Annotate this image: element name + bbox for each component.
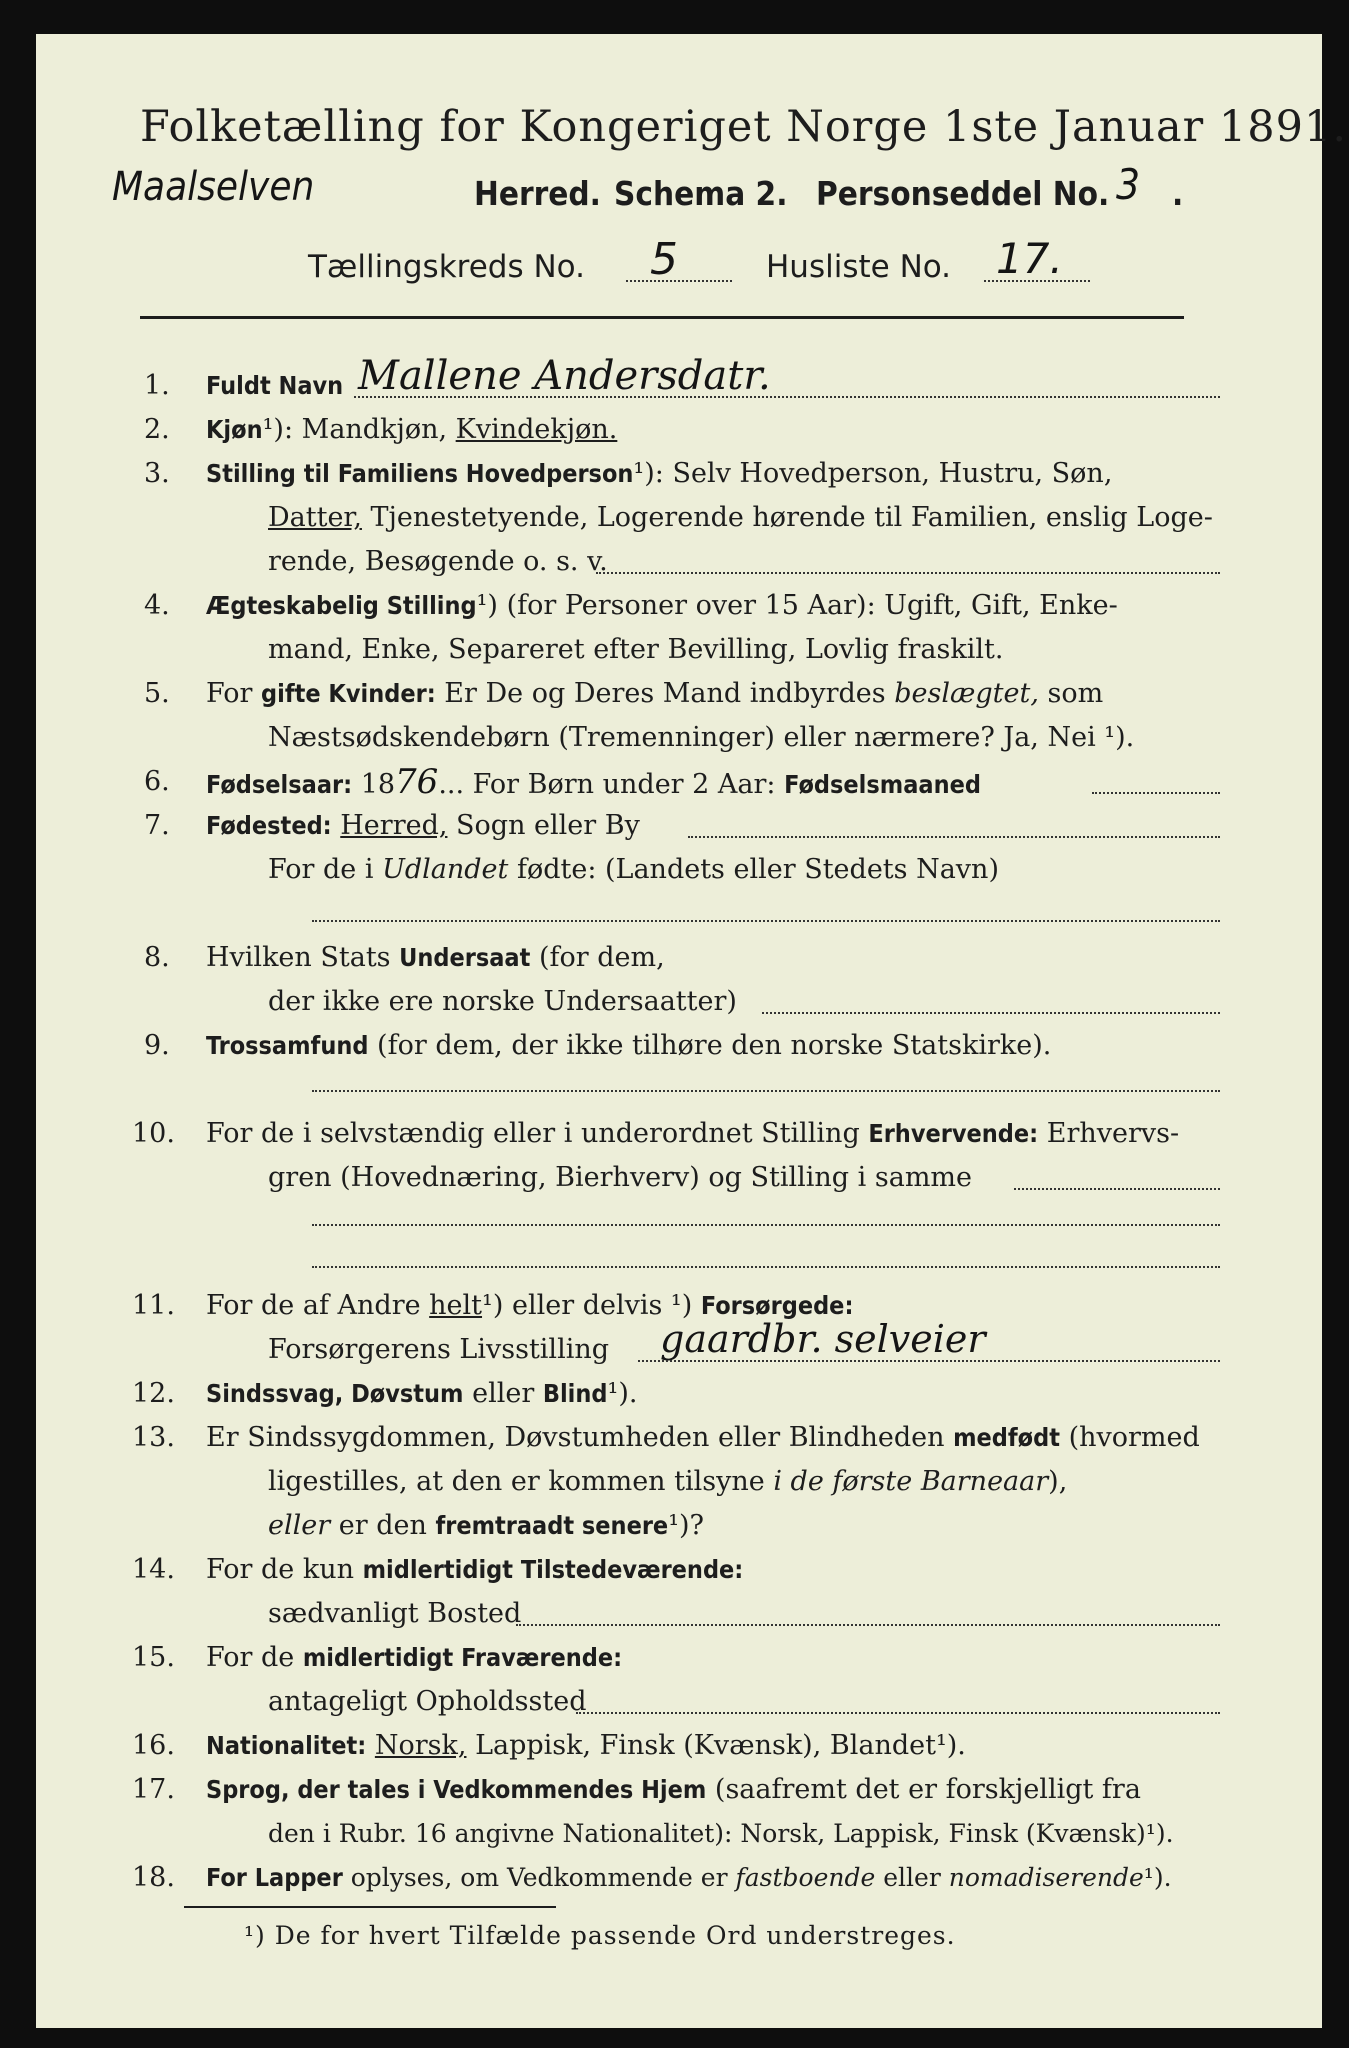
item-10-text: For de i selvstændig eller i underordnet Stilling [206, 1118, 860, 1149]
item-13-line3: er den [338, 1510, 427, 1541]
item-10-dots2 [312, 1224, 1220, 1226]
item-4-options-cont: mand, Enke, Separeret efter Bevilling, Lovlig fraskilt. [268, 634, 1004, 665]
item-10-number: 10. [132, 1118, 175, 1149]
item-9-text: (for dem, der ikke tilhøre den norske Statskirke). [377, 1030, 1052, 1061]
item-18-label: For Lapper [206, 1863, 343, 1892]
item-14-label: midlertidigt Tilstedeværende: [362, 1555, 744, 1584]
item-15-text: For de [206, 1642, 295, 1673]
item-14-line2: sædvanligt Bosted [268, 1598, 522, 1629]
item-5-label: gifte Kvinder: [261, 679, 436, 708]
item-11-dots [638, 1360, 1220, 1362]
item-11-text: For de af Andre [206, 1290, 421, 1321]
footnote-ref: ¹): [262, 414, 294, 445]
item-1-number: 1. [144, 370, 170, 401]
item-7-line2-end: fødte: (Landets eller Stedets Navn) [516, 854, 999, 885]
item-7-number: 7. [144, 810, 170, 841]
item-18-text: oplyses, om Vedkommende er [350, 1863, 728, 1892]
item-18-number: 18. [132, 1862, 175, 1893]
item-11-label: Forsørgede: [700, 1291, 854, 1320]
item-7-options: Sogn eller By [456, 810, 640, 841]
item-13-number: 13. [132, 1422, 175, 1453]
item-5-question: Er De og Deres Mand indbyrdes [444, 678, 886, 709]
item-13-label2: fremtraadt senere [435, 1511, 669, 1540]
item-7-italic: Udlandet [382, 854, 509, 885]
item-10-text-end: Erhvervs- [1046, 1118, 1180, 1149]
item-13-line2-end: ), [1048, 1466, 1068, 1497]
item-11-text-mid: ¹) eller delvis ¹) [482, 1290, 693, 1321]
item-13-italic: i de første Barneaar [773, 1466, 1049, 1497]
item-5-prefix: For [206, 678, 253, 709]
item-17-line2: den i Rubr. 16 angivne Nationalitet): Norsk, Lappisk, Finsk (Kvænsk)¹). [268, 1819, 1174, 1848]
item-5-question-end: som [1047, 678, 1104, 709]
option-fastboende: fastboende [735, 1863, 876, 1892]
item-10-dots3 [312, 1266, 1220, 1268]
birth-year-prefix: 18 [360, 769, 396, 800]
item-3-label: Stilling til Familiens Hovedperson [206, 459, 634, 488]
name-dots [354, 396, 1220, 398]
item-17-label: Sprog, der tales i Vedkommendes Hjem [206, 1775, 707, 1804]
kreds-dots [626, 280, 732, 282]
item-5-italic: beslægtet, [894, 678, 1039, 709]
personseddel-number: 3 [1116, 160, 1141, 209]
item-8-text-end: (for dem, [538, 942, 665, 973]
item-9-label: Trossamfund [206, 1031, 369, 1060]
footnote-ref: ¹). [607, 1378, 638, 1409]
item-13-line2: ligestilles, at den er kommen tilsyne [268, 1466, 765, 1497]
item-4-number: 4. [144, 590, 170, 621]
item-14-number: 14. [132, 1554, 175, 1585]
item-7-line2: For de i [268, 854, 374, 885]
item-5-question-cont: Næstsødskendebørn (Tremenninger) eller nærmere? Ja, Nei ¹). [268, 722, 1135, 753]
item-8-line2: der ikke ere norske Undersaatter) [268, 986, 737, 1017]
item-2-number: 2. [144, 414, 170, 445]
item-13-italic2: eller [268, 1510, 331, 1541]
option-datter-underlined: Datter, [268, 502, 362, 533]
item-12-text: eller [472, 1378, 535, 1409]
item-2-label: Kjøn [206, 415, 263, 444]
item-6-label2: Fødselsmaaned [784, 770, 981, 799]
item-3-dots [596, 572, 1220, 574]
option-nomadiserende: nomadiserende [948, 1863, 1144, 1892]
item-15-label: midlertidigt Fraværende: [302, 1643, 623, 1672]
item-18-text-end: ¹). [1143, 1863, 1172, 1892]
item-13-label: medfødt [953, 1423, 1060, 1452]
item-5-number: 5. [144, 678, 170, 709]
item-8-dots [762, 1012, 1220, 1014]
footnote-rule [184, 1906, 556, 1908]
option-helt-underlined: helt [429, 1290, 483, 1321]
item-8-label: Undersaat [399, 943, 531, 972]
item-8-number: 8. [144, 942, 170, 973]
kreds-number: 5 [650, 234, 678, 285]
option-norsk-underlined: Norsk, [374, 1730, 467, 1761]
item-13-text: Er Sindssygdommen, Døvstumheden eller Blindheden [206, 1422, 945, 1453]
footnote: ¹) De for hvert Tilfælde passende Ord understreges. [244, 1921, 956, 1950]
item-16-label: Nationalitet: [206, 1731, 367, 1760]
item-10-line2: gren (Hovednæring, Bierhverv) og Stilling i samme [268, 1162, 973, 1193]
item-9-dots [312, 1090, 1220, 1092]
item-3-options: Selv Hovedperson, Hustru, Søn, [672, 458, 1113, 489]
footnote-ref: ¹) [476, 590, 498, 621]
item-17-number: 17. [132, 1774, 175, 1805]
footnote-ref: ¹): [633, 458, 664, 489]
herred-label: Herred. [474, 174, 601, 213]
item-13-text-end: (hvormed [1068, 1422, 1200, 1453]
name-handwritten: Mallene Andersdatr. [358, 353, 771, 399]
item-6-text: For Børn under 2 Aar: [472, 769, 776, 800]
form-title: Folketælling for Kongeriget Norge 1ste Januar 1891. [140, 102, 1348, 152]
personseddel-dot: . [1172, 174, 1184, 213]
schema-label: Schema 2. [614, 174, 788, 213]
item-3-number: 3. [144, 458, 170, 489]
item-1-label: Fuldt Navn [206, 371, 344, 400]
item-7-label: Fødested: [206, 811, 332, 840]
item-13-line3-end: ¹)? [668, 1510, 705, 1541]
item-3-options-end: rende, Besøgende o. s. v. [268, 546, 608, 577]
item-15-number: 15. [132, 1642, 175, 1673]
item-16-options: Lappisk, Finsk (Kvænsk), Blandet¹). [475, 1730, 966, 1761]
item-18-text-mid: eller [883, 1863, 941, 1892]
occupation-handwritten: gaardbr. selveier [660, 1317, 986, 1361]
item-15-line2: antageligt Opholdssted [268, 1686, 587, 1717]
option-kvindekjon-underlined: Kvindekjøn. [455, 414, 618, 445]
option-mandkjon: Mandkjøn, [301, 414, 448, 445]
item-11-number: 11. [132, 1290, 175, 1321]
item-12-label: Sindssvag, Døvstum [206, 1379, 464, 1408]
item-3-options-cont: Tjenestetyende, Logerende hørende til Familien, enslig Loge- [370, 502, 1213, 533]
item-4-label: Ægteskabelig Stilling [206, 591, 477, 620]
item-14-text: For de kun [206, 1554, 354, 1585]
kreds-label: Tællingskreds No. [308, 249, 585, 285]
item-6-label: Fødselsaar: [206, 770, 353, 799]
item-4-options: (for Personer over 15 Aar): Ugift, Gift, Enke- [506, 590, 1118, 621]
birth-year-handwritten: 76 [395, 762, 439, 802]
item-6-number: 6. [144, 766, 170, 797]
item-7-dots [688, 836, 1220, 838]
item-16-number: 16. [132, 1730, 175, 1761]
item-9-number: 9. [144, 1030, 170, 1061]
item-14-dots [516, 1624, 1220, 1626]
husliste-label: Husliste No. [766, 249, 952, 285]
herred-handwritten: Maalselven [112, 164, 315, 210]
husliste-number: 17. [996, 234, 1063, 283]
item-12-number: 12. [132, 1378, 175, 1409]
item-12-label2: Blind [542, 1379, 608, 1408]
item-10-label: Erhvervende: [868, 1119, 1039, 1148]
header-rule [140, 316, 1184, 319]
item-10-dots [1014, 1188, 1220, 1190]
option-herred-underlined: Herred, [340, 810, 448, 841]
item-6-dots [1092, 792, 1220, 794]
census-form: Folketælling for Kongeriget Norge 1ste Januar 1891. Maalselven Herred. Schema 2. Personseddel No. 3 . Tællingskreds No. 5 Husliste No. 17. 1. Fuldt Navn Mallene Andersdatr. 2. Kjøn¹): Mandkjøn, Kvindekjøn. 3. Stilling til Familiens Hovedperson¹): Selv Hovedperson, Hustru, Søn, Datter, Tjenestetyende, Logerende hørende til Familien, enslig Loge- rende, Besøgende o. s. v. 4. Ægteskabelig Stilling¹) (for Personer over 15 Aar): Ugift, Gift, Enke- mand, Enke, Separeret efter Bevilling, Lovlig fraskilt. 5. For gifte Kvinder: Er De og Deres Mand indbyrdes beslægtet, som Næstsødskendebørn (Tremenninger) eller nærmere? Ja, Nei ¹). 6. Fødselsaar: 1876... For Børn under 2 Aar: Fødselsmaaned 7. Fødested: Herred, Sogn eller By For de i Udlandet fødte: (Landets eller Stedets Navn) 8. Hvilken Stats Undersaat (for dem, der ikke ere norske Undersaatter) 9. Trossamfund (for dem, der ikke tilhøre den norske Statskirke). 10. For de i selvstændig eller i underordnet Stilling Erhvervende: Erhvervs- gren (Hovednæring, Bierhverv) og Stilling i samme 11. For de af Andre helt¹) eller delvis ¹) Forsørgede: Forsørgerens Livsstilling gaardbr. selveier 12. Sindssvag, Døvstum eller Blind¹). 13. Er Sindssygdommen, Døvstumheden eller Blindheden medfødt (hvormed ligestilles, at den er kommen tilsyne i de første Barneaar), eller er den fremtraadt senere¹)? 14. For de kun midlertidigt Tilstedeværende: sædvanligt Bosted 15. For de midlertidigt Fraværende: antageligt Opholdssted 16. Nationalitet: Norsk, Lappisk, Finsk (Kvænsk), Blandet¹). 17. Sprog, der tales i Vedkommendes Hjem (saafremt det er forskjelligt fra den i Rubr. 16 angivne Nationalitet): Norsk, Lappisk, Finsk (Kvænsk)¹). 18. For Lapper oplyses, om Vedkommende er fastboende eller nomadiserende¹). ¹) De for hvert Tilfælde passende Ord understreges. [36, 34, 1322, 2028]
item-8-text: Hvilken Stats [206, 942, 391, 973]
item-11-line2: Forsørgerens Livsstilling [268, 1334, 610, 1365]
item-15-dots [576, 1712, 1220, 1714]
item-7-dots2 [312, 920, 1220, 922]
personseddel-label: Personseddel No. [816, 174, 1110, 213]
item-17-text: (saafremt det er forskjelligt fra [714, 1774, 1141, 1805]
